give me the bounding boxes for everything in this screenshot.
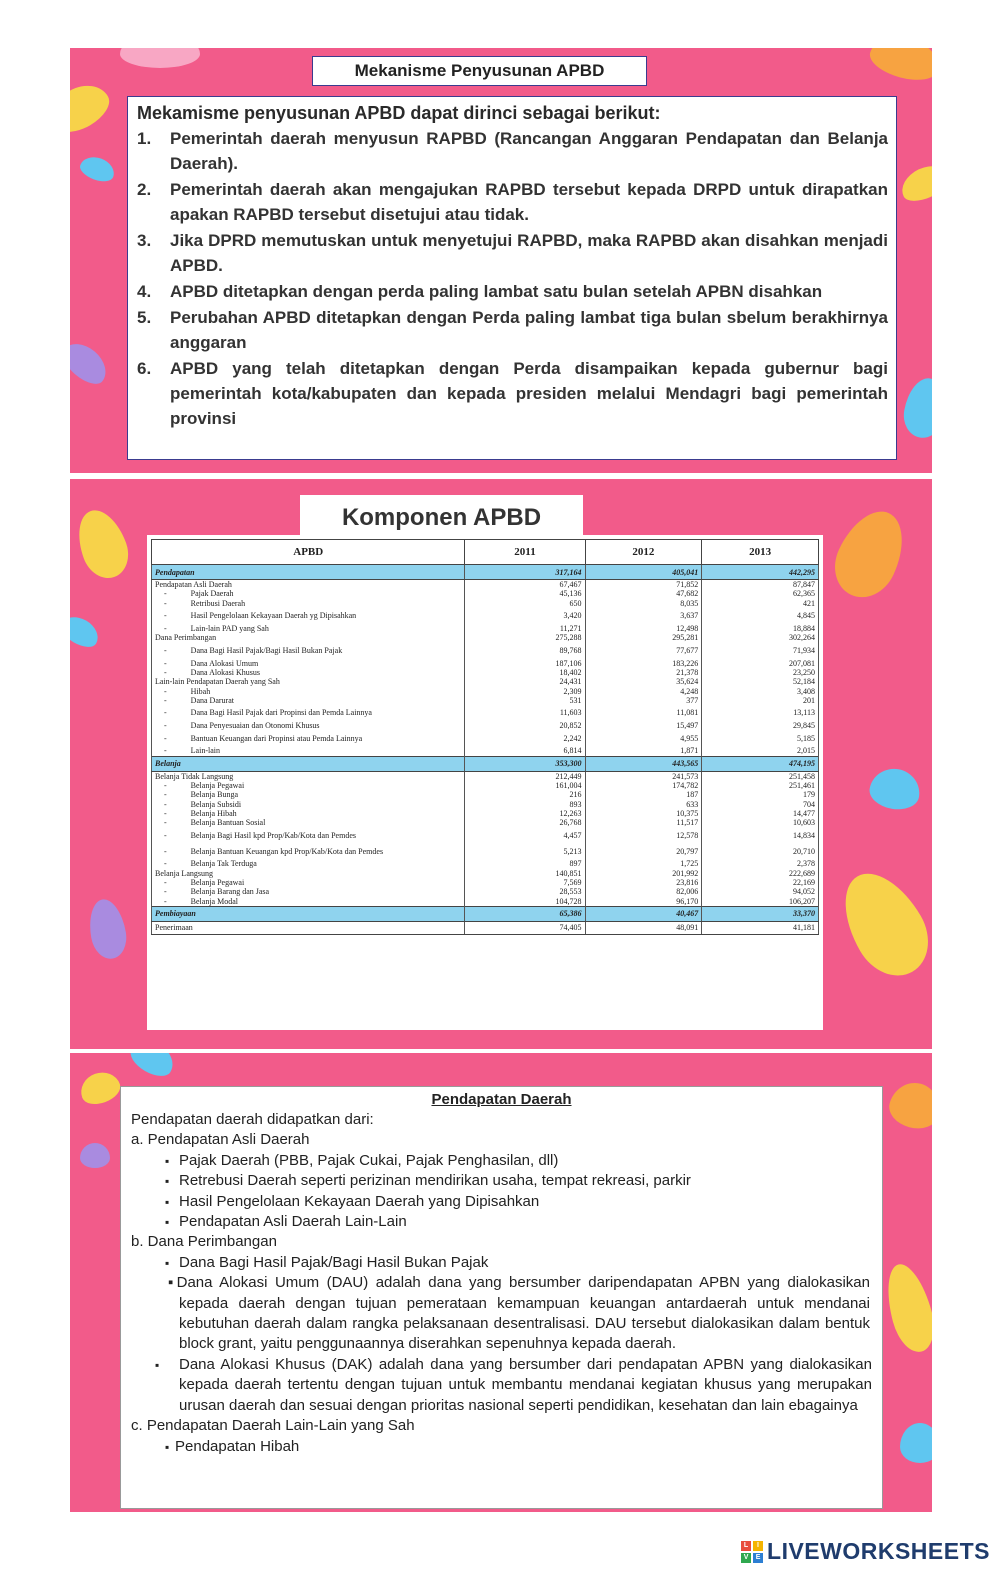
step-item: 6. APBD yang telah ditetapkan dengan Perda disampaikan kepada gubernur bagi pemerintah kota/kabupaten dan kepada presiden melalui Mendagri bagi pemerintah provinsi	[137, 359, 888, 428]
section-title: Komponen APBD	[300, 495, 583, 541]
table-row	[152, 746, 819, 756]
decor-splash	[80, 1143, 110, 1168]
row-value: 12,498	[585, 624, 702, 633]
section-title: Pendapatan Daerah	[431, 1091, 572, 1108]
table-row	[152, 809, 819, 818]
row-value: 11,081	[585, 705, 702, 721]
table-row	[152, 843, 819, 859]
decor-splash	[827, 859, 932, 989]
row-value: 89,768	[465, 642, 585, 658]
table-row	[152, 906, 819, 921]
table-row	[152, 921, 819, 934]
row-value: 179	[702, 790, 819, 799]
row-value: 71,934	[702, 642, 819, 658]
row-value: 77,677	[585, 642, 702, 658]
row-value: 5,185	[702, 730, 819, 746]
section-title: Mekanisme Penyusunan APBD	[312, 56, 647, 86]
table-row	[152, 705, 819, 721]
row-value: 2,242	[465, 730, 585, 746]
row-value: 442,295	[702, 565, 819, 580]
row-label: - Belanja Subsidi	[152, 799, 465, 808]
row-value: 104,728	[465, 897, 585, 907]
apbd-table	[151, 539, 819, 935]
row-value: 6,814	[465, 746, 585, 756]
row-value: 4,955	[585, 730, 702, 746]
row-value: 897	[465, 859, 585, 868]
row-label: - Dana Alokasi Khusus	[152, 668, 465, 677]
row-value: 74,405	[465, 921, 585, 934]
row-value: 295,281	[585, 633, 702, 642]
row-value: 52,184	[702, 677, 819, 686]
list-item-dau: ▪Dana Alokasi Umum (DAU) adalah dana yang bersumber daripendapatan APBN yang dialokasikan kepada daerah dengan tujuan pemerataan kemampuan keuangan antardaerah untuk mendanai kebutuhan daerah dalam rangka pelaksanaan desentralisasi. DAU tersebut dialokasikan dalam bentuk block grant, yaitu penggunaannya diserahkan sepenuhnya kepada daerah.	[168, 1274, 870, 1353]
row-label: Pendapatan	[152, 565, 465, 580]
decor-splash	[77, 153, 117, 186]
table-row	[152, 827, 819, 843]
row-label: - Lain-lain PAD yang Sah	[152, 624, 465, 633]
row-value: 4,457	[465, 827, 585, 843]
row-label: - Hibah	[152, 686, 465, 695]
table-row	[152, 730, 819, 746]
row-label: - Belanja Bunga	[152, 790, 465, 799]
row-value: 14,834	[702, 827, 819, 843]
row-value: 13,113	[702, 705, 819, 721]
row-value: 183,226	[585, 658, 702, 667]
row-value: 12,263	[465, 809, 585, 818]
decor-splash	[879, 1259, 932, 1356]
row-value: 161,004	[465, 781, 585, 790]
row-value: 47,682	[585, 589, 702, 598]
row-value: 26,768	[465, 818, 585, 827]
step-item: 4. APBD ditetapkan dengan perda paling lambat satu bulan setelah APBN disahkan	[137, 282, 823, 301]
row-value: 201,992	[585, 869, 702, 878]
intro-text: Pendapatan daerah didapatkan dari:	[131, 1111, 374, 1128]
panel-pendapatan	[70, 1053, 932, 1512]
row-label: - Belanja Tak Terduga	[152, 859, 465, 868]
row-label: - Dana Alokasi Umum	[152, 658, 465, 667]
step-item: 2. Pemerintah daerah akan mengajukan RAPBD tersebut kepada DRPD untuk dirapatkan apakan RAPBD tersebut disetujui atau tidak.	[137, 180, 888, 224]
list-item: ▪ Hasil Pengelolaan Kekayaan Daerah yang Dipisahkan	[131, 1192, 872, 1212]
row-label: - Hasil Pengelolaan Kekayaan Daerah yg Dipisahkan	[152, 608, 465, 624]
row-value: 20,797	[585, 843, 702, 859]
row-value: 1,871	[585, 746, 702, 756]
row-value: 140,851	[465, 869, 585, 878]
row-value: 45,136	[465, 589, 585, 598]
decor-splash	[70, 611, 104, 653]
row-value: 40,467	[585, 906, 702, 921]
apbd-table-wrap	[147, 535, 823, 1030]
row-value: 275,288	[465, 633, 585, 642]
row-value: 443,565	[585, 756, 702, 771]
row-value: 2,309	[465, 686, 585, 695]
row-value: 174,782	[585, 781, 702, 790]
row-value: 10,603	[702, 818, 819, 827]
decor-splash	[896, 159, 932, 207]
row-label: Belanja Langsung	[152, 869, 465, 878]
table-row	[152, 721, 819, 730]
decor-splash	[76, 1067, 124, 1109]
row-value: 106,207	[702, 897, 819, 907]
decor-splash	[824, 501, 916, 608]
row-label: - Belanja Barang dan Jasa	[152, 887, 465, 896]
row-value: 11,603	[465, 705, 585, 721]
list-item: ▪ Retrebusi Daerah seperti perizinan mendirikan usaha, tempat rekreasi, parkir	[131, 1171, 872, 1191]
row-value: 1,725	[585, 859, 702, 868]
row-label: - Dana Penyesuaian dan Otonomi Khusus	[152, 721, 465, 730]
table-row	[152, 878, 819, 887]
logo-text: LIVEWORKSHEETS	[767, 1538, 990, 1564]
table-row	[152, 887, 819, 896]
row-value: 893	[465, 799, 585, 808]
row-value: 18,402	[465, 668, 585, 677]
row-value: 96,170	[585, 897, 702, 907]
row-value: 187,106	[465, 658, 585, 667]
row-value: 3,637	[585, 608, 702, 624]
step-item: 3. Jika DPRD memutuskan untuk menyetujui RAPBD, maka RAPBD akan disahkan menjadi APBD.	[137, 231, 888, 275]
row-value: 4,248	[585, 686, 702, 695]
row-value: 20,852	[465, 721, 585, 730]
row-value: 87,847	[702, 580, 819, 590]
table-row	[152, 818, 819, 827]
table-row	[152, 677, 819, 686]
decor-splash	[70, 503, 136, 584]
decor-splash	[126, 1053, 180, 1082]
row-value: 2,378	[702, 859, 819, 868]
list-item: ▪ Pajak Daerah (PBB, Pajak Cukai, Pajak Penghasilan, dll)	[131, 1151, 872, 1171]
list-heading-b: b. Dana Perimbangan	[131, 1233, 277, 1251]
row-value: 353,300	[465, 756, 585, 771]
row-value: 216	[465, 790, 585, 799]
row-value: 2,015	[702, 746, 819, 756]
row-value: 65,386	[465, 906, 585, 921]
row-value: 33,370	[702, 906, 819, 921]
table-row	[152, 771, 819, 781]
row-value: 201	[702, 696, 819, 705]
table-row	[152, 756, 819, 771]
intro-text: Mekamisme penyusunan APBD dapat dirinci sebagai berikut:	[137, 103, 661, 123]
row-value: 207,081	[702, 658, 819, 667]
row-label: - Belanja Modal	[152, 897, 465, 907]
row-value: 62,365	[702, 589, 819, 598]
list-item: ▪ Dana Bagi Hasil Pajak/Bagi Hasil Bukan Pajak	[131, 1253, 872, 1273]
row-value: 21,378	[585, 668, 702, 677]
row-value: 302,264	[702, 633, 819, 642]
row-value: 241,573	[585, 771, 702, 781]
row-value: 29,845	[702, 721, 819, 730]
pendapatan-content	[131, 1110, 872, 1457]
row-value: 24,431	[465, 677, 585, 686]
row-label: Belanja	[152, 756, 465, 771]
row-value: 474,195	[702, 756, 819, 771]
list-item: ▪ Pendapatan Hibah	[131, 1437, 872, 1457]
row-value: 23,816	[585, 878, 702, 887]
step-item: 5. Perubahan APBD ditetapkan dengan Perda paling lambat tiga bulan sbelum berakhirnya anggaran	[137, 308, 888, 352]
row-value: 222,689	[702, 869, 819, 878]
row-label: - Bantuan Keuangan dari Propinsi atau Pemda Lainnya	[152, 730, 465, 746]
decor-splash	[885, 1077, 932, 1133]
row-value: 11,517	[585, 818, 702, 827]
row-value: 251,461	[702, 781, 819, 790]
panel-mekanisme	[70, 48, 932, 473]
pendapatan-box	[120, 1086, 883, 1509]
table-row	[152, 599, 819, 608]
table-row	[152, 580, 819, 590]
row-value: 67,467	[465, 580, 585, 590]
row-value: 3,408	[702, 686, 819, 695]
row-label: - Lain-lain	[152, 746, 465, 756]
liveworksheets-logo	[741, 1538, 990, 1565]
decor-splash	[900, 375, 932, 441]
steps-list	[137, 126, 888, 431]
row-label: Lain-lain Pendapatan Daerah yang Sah	[152, 677, 465, 686]
table-row	[152, 642, 819, 658]
row-value: 650	[465, 599, 585, 608]
row-value: 94,052	[702, 887, 819, 896]
row-value: 212,449	[465, 771, 585, 781]
row-value: 317,164	[465, 565, 585, 580]
table-row	[152, 608, 819, 624]
row-value: 22,169	[702, 878, 819, 887]
row-label: - Belanja Bagi Hasil kpd Prop/Kab/Kota dan Pemdes	[152, 827, 465, 843]
row-label: - Belanja Hibah	[152, 809, 465, 818]
row-label: Dana Perimbangan	[152, 633, 465, 642]
row-value: 82,006	[585, 887, 702, 896]
table-row	[152, 696, 819, 705]
table-header-row	[152, 540, 819, 565]
row-label: - Dana Darurat	[152, 696, 465, 705]
row-label: - Retribusi Daerah	[152, 599, 465, 608]
row-value: 28,553	[465, 887, 585, 896]
row-value: 5,213	[465, 843, 585, 859]
row-value: 704	[702, 799, 819, 808]
row-value: 48,091	[585, 921, 702, 934]
row-value: 10,375	[585, 809, 702, 818]
row-label: - Belanja Bantuan Keuangan kpd Prop/Kab/Kota dan Pemdes	[152, 843, 465, 859]
decor-splash	[70, 76, 116, 141]
table-row	[152, 781, 819, 790]
table-row	[152, 624, 819, 633]
row-label: Pendapatan Asli Daerah	[152, 580, 465, 590]
row-label: - Belanja Bantuan Sosial	[152, 818, 465, 827]
row-label: Penerimaan	[152, 921, 465, 934]
row-label: - Dana Bagi Hasil Pajak dari Propinsi dan Pemda Lainnya	[152, 705, 465, 721]
table-row	[152, 799, 819, 808]
step-item: 1. Pemerintah daerah menyusun RAPBD (Rancangan Anggaran Pendapatan dan Belanja Daerah).	[137, 129, 888, 173]
decor-splash	[85, 896, 130, 961]
table-row	[152, 668, 819, 677]
list-item: ▪ Pendapatan Asli Daerah Lain-Lain	[131, 1212, 872, 1232]
table-row	[152, 589, 819, 598]
list-heading-a: a. Pendapatan Asli Daerah	[131, 1131, 310, 1149]
row-value: 14,477	[702, 809, 819, 818]
row-value: 3,420	[465, 608, 585, 624]
col-header: APBD	[152, 540, 465, 565]
row-value: 405,041	[585, 565, 702, 580]
table-row	[152, 686, 819, 695]
table-row	[152, 790, 819, 799]
row-value: 187	[585, 790, 702, 799]
mekanisme-box	[127, 96, 897, 460]
list-heading-c: c. Pendapatan Daerah Lain-Lain yang Sah	[131, 1417, 415, 1435]
row-value: 71,852	[585, 580, 702, 590]
row-value: 23,250	[702, 668, 819, 677]
row-label: - Belanja Pegawai	[152, 781, 465, 790]
col-header: 2011	[465, 540, 585, 565]
row-label: Belanja Tidak Langsung	[152, 771, 465, 781]
row-label: - Dana Bagi Hasil Pajak/Bagi Hasil Bukan Pajak	[152, 642, 465, 658]
row-value: 41,181	[702, 921, 819, 934]
logo-icon: L I V E	[741, 1541, 763, 1563]
row-value: 421	[702, 599, 819, 608]
row-value: 11,271	[465, 624, 585, 633]
col-header: 2013	[702, 540, 819, 565]
col-header: 2012	[585, 540, 702, 565]
row-value: 4,845	[702, 608, 819, 624]
table-row	[152, 859, 819, 868]
row-label: - Pajak Daerah	[152, 589, 465, 598]
row-value: 12,578	[585, 827, 702, 843]
table-row	[152, 565, 819, 580]
decor-splash	[867, 765, 923, 813]
row-value: 20,710	[702, 843, 819, 859]
decor-splash	[120, 48, 200, 68]
decor-splash	[900, 1423, 932, 1463]
row-value: 531	[465, 696, 585, 705]
table-row	[152, 897, 819, 907]
decor-splash	[866, 48, 932, 86]
list-item-dak: ▪ Dana Alokasi Khusus (DAK) adalah dana yang bersumber dari pendapatan APBN yang dialokasikan kepada daerah tertentu dengan tujuan untuk membantu mendanai kegiatan khusus yang merupakan urusan daerah dan sesuai dengan prioritas nasional seperti pendidikan, kesehatan dan lain ebagainya	[131, 1355, 872, 1416]
panel-komponen	[70, 479, 932, 1049]
row-value: 7,569	[465, 878, 585, 887]
row-value: 35,624	[585, 677, 702, 686]
table-row	[152, 869, 819, 878]
decor-splash	[70, 335, 114, 390]
row-value: 8,035	[585, 599, 702, 608]
row-value: 251,458	[702, 771, 819, 781]
row-value: 633	[585, 799, 702, 808]
table-row	[152, 633, 819, 642]
row-value: 377	[585, 696, 702, 705]
row-value: 18,884	[702, 624, 819, 633]
row-label: Pembiayaan	[152, 906, 465, 921]
row-label: - Belanja Pegawai	[152, 878, 465, 887]
row-value: 15,497	[585, 721, 702, 730]
table-row	[152, 658, 819, 667]
